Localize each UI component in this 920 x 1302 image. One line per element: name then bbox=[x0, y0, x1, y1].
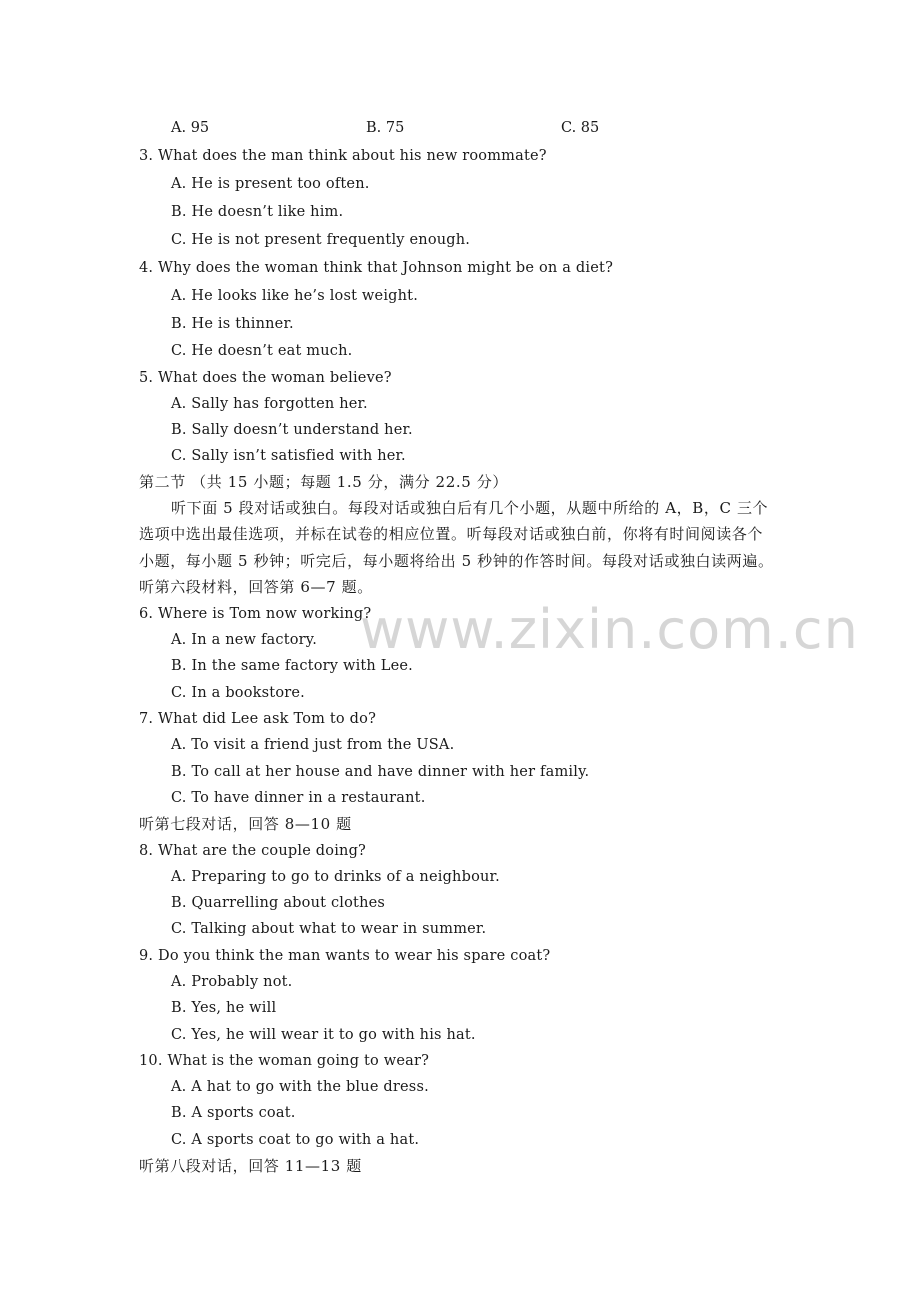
group-8-heading: 听第八段对话，回答 11—13 题 bbox=[139, 1157, 362, 1175]
question-5-option-c: C. Sally isn’t satisfied with her. bbox=[171, 448, 406, 464]
question-10-stem: 10. What is the woman going to wear? bbox=[139, 1053, 430, 1069]
question-8-option-c: C. Talking about what to wear in summer. bbox=[171, 921, 487, 937]
question-6-option-c: C. In a bookstore. bbox=[171, 685, 305, 701]
question-6-option-b: B. In the same factory with Lee. bbox=[171, 658, 413, 674]
question-5-option-b: B. Sally doesn’t understand her. bbox=[171, 422, 413, 438]
question-9-option-a: A. Probably not. bbox=[171, 974, 293, 990]
question-3-option-b: B. He doesn’t like him. bbox=[171, 204, 344, 220]
section-2-heading: 第二节 （共 15 小题；每题 1.5 分，满分 22.5 分） bbox=[139, 473, 508, 491]
question-8-option-a: A. Preparing to go to drinks of a neighbour. bbox=[171, 869, 500, 885]
question-4-option-c: C. He doesn’t eat much. bbox=[171, 343, 353, 359]
group-7-heading: 听第七段对话，回答 8—10 题 bbox=[139, 815, 352, 833]
group-6-heading: 听第六段材料，回答第 6—7 题。 bbox=[139, 578, 373, 596]
question-3-option-c: C. He is not present frequently enough. bbox=[171, 232, 471, 248]
watermark: www.zixin.com.cn bbox=[360, 598, 859, 661]
question-7-option-a: A. To visit a friend just from the USA. bbox=[171, 737, 455, 753]
instruction-line-3: 小题，每小题 5 秒钟；听完后，每小题将给出 5 秒钟的作答时间。每段对话或独白读两遍。 bbox=[139, 552, 774, 570]
top-option-c: C. 85 bbox=[561, 120, 600, 136]
question-5-stem: 5. What does the woman believe? bbox=[139, 370, 392, 386]
question-4-option-a: A. He looks like he’s lost weight. bbox=[171, 288, 419, 304]
top-option-b: B. 75 bbox=[366, 120, 405, 136]
question-8-stem: 8. What are the couple doing? bbox=[139, 843, 367, 859]
question-10-option-b: B. A sports coat. bbox=[171, 1105, 296, 1121]
question-6-stem: 6. Where is Tom now working? bbox=[139, 606, 372, 622]
question-9-option-c: C. Yes, he will wear it to go with his hat. bbox=[171, 1027, 476, 1043]
question-10-option-c: C. A sports coat to go with a hat. bbox=[171, 1132, 420, 1148]
question-7-stem: 7. What did Lee ask Tom to do? bbox=[139, 711, 377, 727]
instruction-line-2: 选项中选出最佳选项，并标在试卷的相应位置。听每段对话或独白前，你将有时间阅读各个 bbox=[139, 525, 764, 543]
question-6-option-a: A. In a new factory. bbox=[171, 632, 318, 648]
question-9-stem: 9. Do you think the man wants to wear his spare coat? bbox=[139, 948, 551, 964]
question-7-option-c: C. To have dinner in a restaurant. bbox=[171, 790, 426, 806]
top-option-a: A. 95 bbox=[171, 120, 210, 136]
question-9-option-b: B. Yes, he will bbox=[171, 1000, 277, 1016]
question-5-option-a: A. Sally has forgotten her. bbox=[171, 396, 368, 412]
question-8-option-b: B. Quarrelling about clothes bbox=[171, 895, 386, 911]
question-4-stem: 4. Why does the woman think that Johnson might be on a diet? bbox=[139, 260, 614, 276]
question-3-option-a: A. He is present too often. bbox=[171, 176, 370, 192]
question-4-option-b: B. He is thinner. bbox=[171, 316, 294, 332]
question-3-stem: 3. What does the man think about his new roommate? bbox=[139, 148, 547, 164]
question-7-option-b: B. To call at her house and have dinner with her family. bbox=[171, 764, 590, 780]
question-10-option-a: A. A hat to go with the blue dress. bbox=[171, 1079, 429, 1095]
instruction-line-1: 听下面 5 段对话或独白。每段对话或独白后有几个小题，从题中所给的 A，B，C 三个 bbox=[171, 499, 769, 517]
